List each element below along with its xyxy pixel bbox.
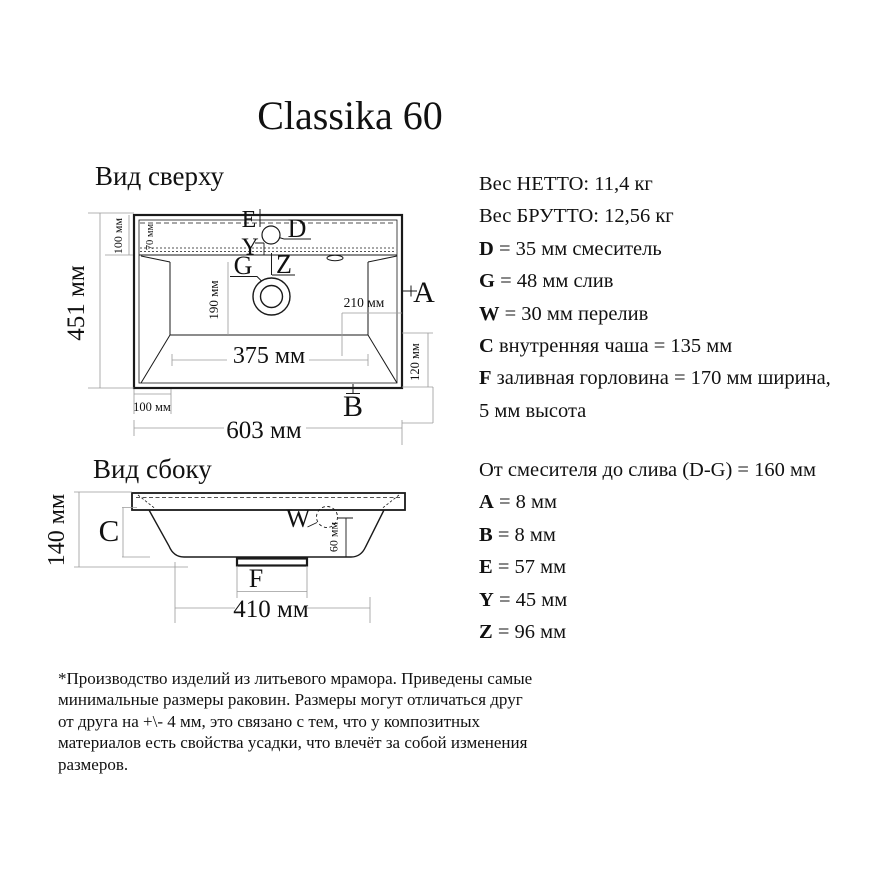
dim-overflow-height: 60 мм — [326, 521, 341, 553]
top-view-labels — [63, 207, 435, 444]
spec-line: B = 8 мм — [479, 523, 556, 546]
label-W: W — [285, 504, 311, 533]
spec-line: C внутренняя чаша = 135 мм — [479, 334, 733, 357]
dim-right-offset: 120 мм — [408, 343, 422, 381]
footnote-line: *Производство изделий из литьевого мрамора. Приведены самые — [58, 669, 533, 688]
spec-line: 5 мм высота — [479, 399, 587, 422]
footnote-line: минимальные размеры раковин. Размеры могут отличаться друг — [58, 690, 523, 710]
side-view-outline — [132, 493, 405, 566]
dim-overall-height: 451 мм — [63, 265, 90, 341]
footnote-line: размеров. — [58, 754, 129, 774]
label-B: B — [342, 390, 364, 423]
dim-bottom-width: 410 мм — [233, 596, 309, 623]
footnote — [58, 668, 532, 775]
label-G: G — [233, 251, 253, 280]
specs-group-letters — [479, 454, 816, 648]
spec-line: От смесителя до слива (D-G) = 160 мм — [479, 459, 816, 481]
drain-hole-inner — [261, 286, 283, 308]
overflow-slot — [327, 255, 343, 260]
faucet-hole — [262, 226, 280, 244]
top-view-heading: Вид сверху — [95, 161, 224, 191]
dim-left-offset: 100 мм — [133, 400, 171, 414]
label-F: F — [248, 564, 264, 593]
label-Y: Y — [241, 234, 259, 261]
dim-drain-right: 210 мм — [343, 295, 385, 310]
label-Z: Z — [276, 250, 292, 279]
spec-line: E = 57 мм — [479, 556, 567, 579]
dim-bowl-width: 375 мм — [232, 343, 306, 369]
side-view-drawing — [44, 450, 450, 630]
spec-line: F заливная горловина = 170 мм ширина, — [479, 367, 831, 390]
drain-outlet-foot — [237, 559, 307, 566]
spec-line: Вес БРУТТО: 12,56 кг — [479, 205, 674, 228]
label-A: A — [413, 276, 435, 309]
spec-line: A = 8 мм — [479, 491, 557, 514]
spec-line: G = 48 мм слив — [479, 270, 614, 293]
dim-deck-height: 100 мм — [111, 217, 125, 255]
label-D: D — [287, 214, 307, 243]
label-C: C — [98, 513, 120, 548]
page-title: Classika 60 — [257, 93, 443, 138]
footnote-line: от друга на +\- 4 мм, это связано с тем, что у композитных — [58, 711, 481, 731]
spec-line: Z = 96 мм — [479, 620, 567, 643]
side-view-heading: Вид сбоку — [93, 454, 212, 484]
label-E: E — [241, 207, 257, 233]
dim-bowl-height: 190 мм — [206, 280, 221, 320]
dim-overall-width: 603 мм — [226, 417, 302, 444]
specs-group-weights — [479, 168, 831, 427]
spec-line: W = 30 мм перелив — [479, 302, 649, 325]
top-view-drawing — [55, 205, 445, 448]
spec-line: D = 35 мм смеситель — [479, 237, 662, 260]
footnote-line: материалов есть свойства усадки, что влечёт за собой изменения — [58, 733, 528, 753]
spec-line: Y = 45 мм — [479, 588, 568, 611]
dim-deck-inner: 70 мм — [145, 223, 156, 251]
dim-side-height: 140 мм — [44, 493, 70, 567]
drain-hole-outer — [253, 278, 290, 315]
spec-line: Вес НЕТТО: 11,4 кг — [479, 173, 653, 195]
